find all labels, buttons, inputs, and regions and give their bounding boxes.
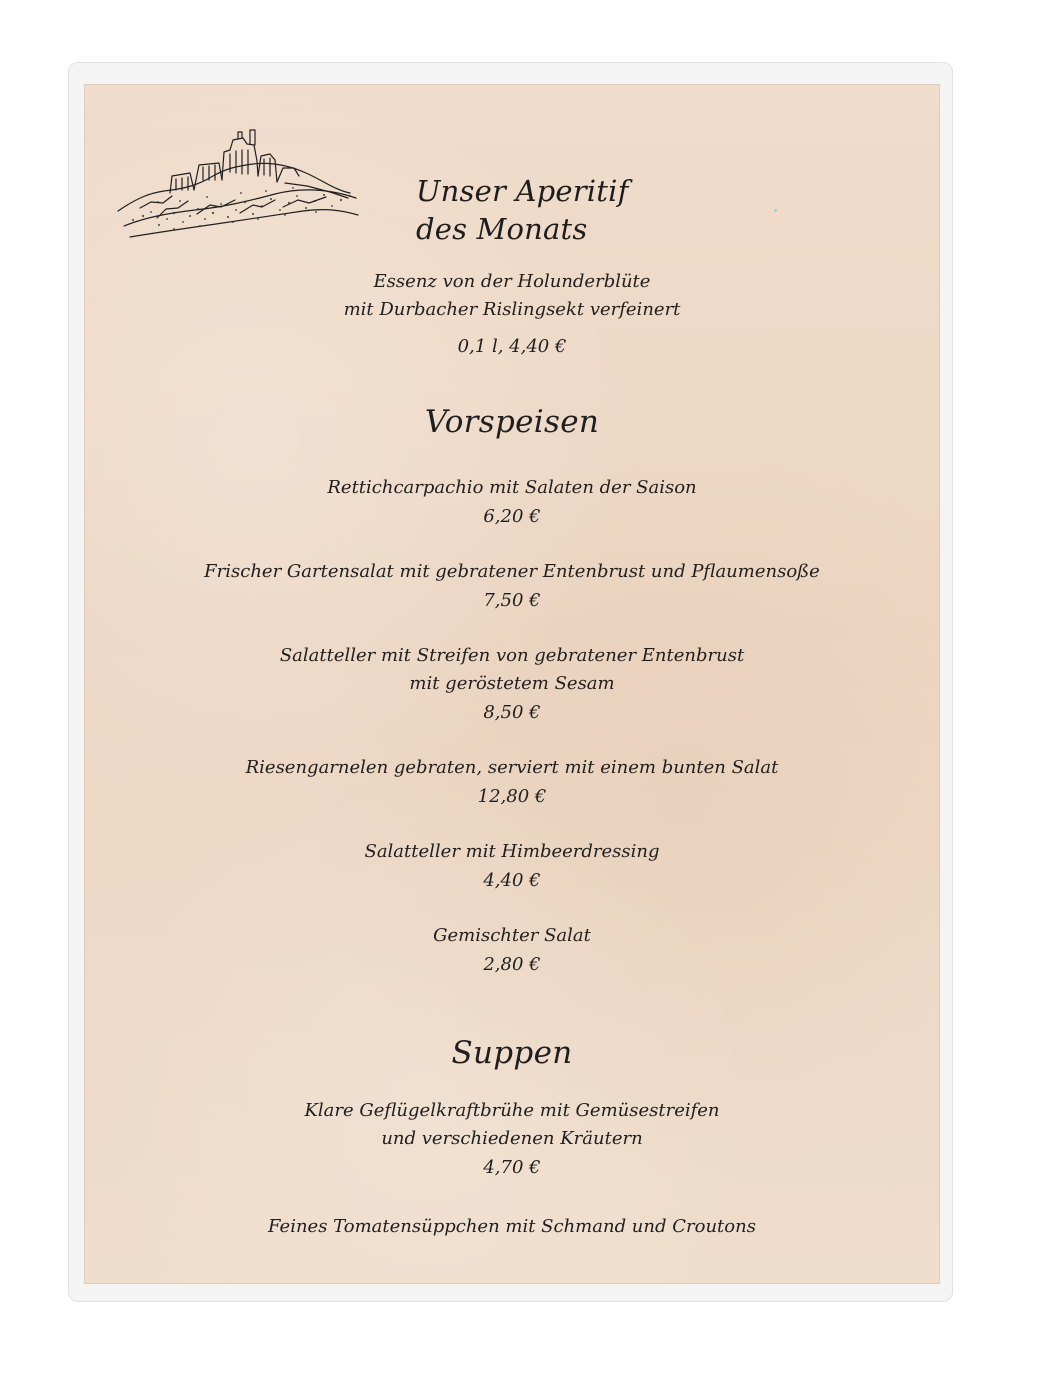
starter-item-3-subtitle: mit geröstetem Sesam bbox=[409, 673, 615, 694]
starter-item-4 bbox=[84, 754, 940, 811]
starter-item-2-price: 7,50 € bbox=[483, 590, 541, 611]
soup-item-1-price: 4,70 € bbox=[483, 1157, 541, 1178]
starter-item-3-title: Salatteller mit Streifen von gebratener Entenbrust bbox=[279, 645, 745, 666]
soup-item-2-title: Feines Tomatensüppchen mit Schmand und Croutons bbox=[268, 1216, 756, 1237]
aperitif-description-line-2: mit Durbacher Rislingsekt verfeinert bbox=[343, 299, 681, 320]
starter-item-2-title: Frischer Gartensalat mit gebratener Entenbrust und Pflaumensoße bbox=[204, 561, 820, 582]
starter-item-1 bbox=[84, 474, 940, 531]
starter-item-4-title: Riesengarnelen gebraten, serviert mit einem bunten Salat bbox=[245, 757, 779, 778]
menu-title bbox=[416, 172, 736, 248]
starter-item-6 bbox=[84, 922, 940, 979]
starter-item-1-price: 6,20 € bbox=[483, 506, 541, 527]
decorative-dot bbox=[774, 209, 777, 212]
starter-item-5-title: Salatteller mit Himbeerdressing bbox=[364, 841, 660, 862]
starter-item-2 bbox=[84, 558, 940, 615]
starter-item-1-title: Rettichcarpachio mit Salaten der Saison bbox=[327, 477, 697, 498]
starter-item-5 bbox=[84, 838, 940, 895]
castle-icon bbox=[112, 116, 362, 248]
section-heading-soups: Suppen bbox=[451, 1035, 573, 1071]
section-heading-starters: Vorspeisen bbox=[424, 404, 600, 440]
menu-page bbox=[84, 84, 940, 1284]
starter-item-4-price: 12,80 € bbox=[477, 786, 547, 807]
aperitif-description-line-1: Essenz von der Holunderblüte bbox=[373, 271, 651, 292]
starter-item-5-price: 4,40 € bbox=[483, 870, 541, 891]
starter-item-6-price: 2,80 € bbox=[483, 954, 541, 975]
menu-title-line-1: Unser Aperitif bbox=[416, 174, 629, 208]
menu-title-line-2: des Monats bbox=[416, 212, 588, 246]
starter-item-3-price: 8,50 € bbox=[483, 702, 541, 723]
soup-item-1 bbox=[84, 1097, 940, 1182]
soup-item-2 bbox=[84, 1213, 940, 1241]
soup-item-1-subtitle: und verschiedenen Kräutern bbox=[381, 1128, 643, 1149]
soup-item-1-title: Klare Geflügelkraftbrühe mit Gemüsestreifen bbox=[304, 1100, 720, 1121]
starter-item-3 bbox=[84, 642, 940, 727]
aperitif-price: 0,1 l, 4,40 € bbox=[457, 336, 567, 357]
starter-item-6-title: Gemischter Salat bbox=[433, 925, 591, 946]
